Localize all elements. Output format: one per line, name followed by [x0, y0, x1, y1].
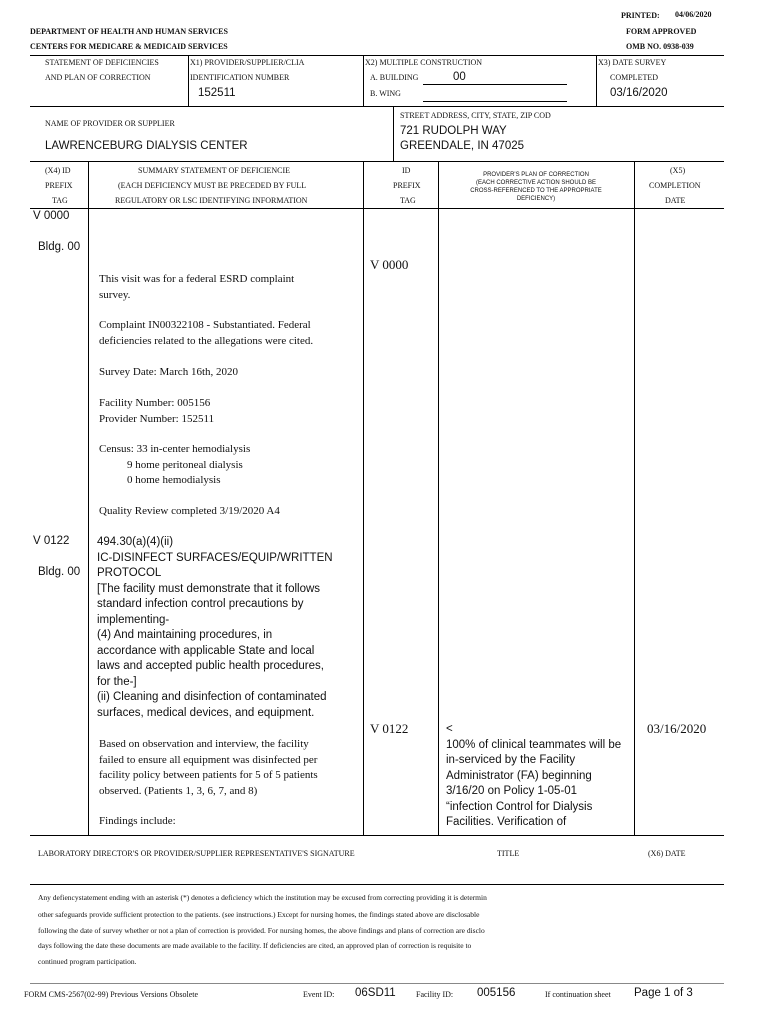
- regulation-text: 494.30(a)(4)(ii) IC-DISINFECT SURFACES/EQUIP/WRITTEN PROTOCOL [The facility must demonstrate that it follows standard infection control precautions by implementing- (4) And maintaining procedures, in accordance with applicable State and local laws and accepted public health procedures, for the-] (ii) Cleaning and disinfection of contaminated surfaces, medical devices, and equipment.: [97, 536, 333, 719]
- address-line-2: GREENDALE, IN 47025: [400, 140, 525, 152]
- col-id-l1: ID: [402, 166, 411, 175]
- building-tag-1: Bldg. 00: [38, 241, 81, 253]
- continuation-label: If continuation sheet: [545, 990, 611, 999]
- tag-v0122: V 0122: [33, 535, 70, 547]
- col-x4-l1: (X4) ID: [45, 166, 71, 175]
- omb-number: OMB NO. 0938-039: [626, 42, 694, 51]
- id-tag-v0122: V 0122: [370, 721, 409, 736]
- facility-numbers: Facility Number: 005156 Provider Number: 152511: [99, 397, 215, 425]
- visit-paragraph: This visit was for a federal ESRD complaint survey.: [99, 273, 295, 301]
- printed-label: PRINTED:: [621, 11, 660, 20]
- printed-date: 04/06/2020: [675, 10, 712, 19]
- provider-name: LAWRENCEBURG DIALYSIS CENTER: [45, 140, 248, 152]
- x1-id-label: IDENTIFICATION NUMBER: [190, 73, 290, 82]
- address-line-1: 721 RUDOLPH WAY: [400, 125, 507, 137]
- page-number: Page 1 of 3: [634, 987, 693, 999]
- address-label: STREET ADDRESS, CITY, STATE, ZIP COD: [400, 111, 551, 120]
- x3-label: X3) DATE SURVEY: [598, 58, 667, 67]
- col-summary-l3: REGULATORY OR LSC IDENTIFYING INFORMATION: [115, 196, 308, 205]
- col-x4-l3: TAG: [52, 196, 68, 205]
- building-tag-2: Bldg. 00: [38, 566, 81, 578]
- observation-paragraph: Based on observation and interview, the facility failed to ensure all equipment was disinfected per facility policy between patients for 5 of 5 patients observed. (Patients 1, 3, 6, 7, and 8): [99, 738, 318, 797]
- centers-title: CENTERS FOR MEDICARE & MEDICAID SERVICES: [30, 42, 228, 51]
- quality-review: Quality Review completed 3/19/2020 A4: [99, 505, 280, 517]
- disclaimer-line-4: days following the date these documents are made available to the facility. If deficiencies are cited, an approved plan of correction is requisite to: [38, 941, 472, 950]
- census-line-2: 9 home peritoneal dialysis: [127, 459, 243, 471]
- director-signature-label: LABORATORY DIRECTOR'S OR PROVIDER/SUPPLIER REPRESENTATIVE'S SIGNATURE: [38, 849, 355, 858]
- x2-label: X2) MULTIPLE CONSTRUCTION: [365, 58, 483, 67]
- col-id-l3: TAG: [400, 196, 416, 205]
- survey-date-paragraph: Survey Date: March 16th, 2020: [99, 366, 238, 378]
- col-x5-l1: (X5): [670, 166, 686, 175]
- form-number: FORM CMS-2567(02-99) Previous Versions Obsolete: [24, 990, 199, 999]
- plan-label: AND PLAN OF CORRECTION: [45, 73, 151, 82]
- col-plan-l1: PROVIDER'S PLAN OF CORRECTION: [483, 172, 589, 178]
- col-summary-l2: (EACH DEFICIENCY MUST BE PRECEDED BY FULL: [118, 181, 307, 190]
- disclaimer-line-2: other safeguards provide sufficient protection to the patients. (see instructions.) Except for nursing homes, the findings stated above are disclosable: [38, 910, 480, 919]
- disclaimer-line-1: Any defiencystatement ending with an asterisk (*) denotes a deficiency which the institution may be excused from correcting providing it is determin: [38, 893, 487, 902]
- wing-label: B. WING: [370, 89, 401, 98]
- col-id-l2: PREFIX: [393, 181, 421, 190]
- col-plan-l3: CROSS-REFERENCED TO THE APPROPRIATE: [470, 188, 602, 194]
- building-value: 00: [453, 71, 466, 83]
- col-x5-l3: DATE: [665, 196, 686, 205]
- col-x4-l2: PREFIX: [45, 181, 73, 190]
- x1-label: X1) PROVIDER/SUPPLIER/CLIA: [190, 58, 305, 67]
- col-summary-l1: SUMMARY STATEMENT OF DEFICIENCIE: [138, 166, 291, 175]
- census-line-1: Census: 33 in-center hemodialysis: [99, 443, 251, 455]
- tag-v0000: V 0000: [33, 210, 70, 222]
- title-label: TITLE: [497, 849, 520, 858]
- plan-of-correction-text: < 100% of clinical teammates will be in-serviced by the Facility Administrator (FA) beginning 3/16/20 on Policy 1-05-01 “infection Control for Dialysis Facilities. Verification of: [446, 723, 622, 828]
- provider-id-value: 152511: [198, 87, 236, 99]
- id-tag-v0000: V 0000: [370, 257, 409, 272]
- col-plan-l2: (EACH CORRECTIVE ACTION SHOULD BE: [475, 180, 597, 186]
- completion-date: 03/16/2020: [647, 721, 707, 736]
- department-title: DEPARTMENT OF HEALTH AND HUMAN SERVICES: [30, 27, 228, 36]
- event-id-label: Event ID:: [303, 990, 335, 999]
- census-line-3: 0 home hemodialysis: [127, 474, 221, 486]
- form-approved: FORM APPROVED: [626, 27, 697, 36]
- disclaimer-line-5: continued program participation.: [38, 957, 137, 966]
- x6-date-label: (X6) DATE: [648, 849, 686, 858]
- facility-id: 005156: [477, 987, 516, 999]
- event-id: 06SD11: [355, 987, 396, 999]
- col-x5-l2: COMPLETION: [649, 181, 701, 190]
- x3-completed-label: COMPLETED: [610, 73, 658, 82]
- facility-id-label: Facility ID:: [416, 990, 454, 999]
- disclaimer-line-3: following the date of survey whether or not a plan of correction is provided. For nursing homes, the above findings and plans of correction are disclo: [38, 926, 485, 935]
- statement-label: STATEMENT OF DEFICIENCIES: [45, 58, 159, 67]
- complaint-paragraph: Complaint IN00322108 - Substantiated. Federal deficiencies related to the allegations were cited.: [99, 319, 314, 347]
- provider-name-label: NAME OF PROVIDER OR SUPPLIER: [45, 119, 175, 128]
- building-label: A. BUILDING: [370, 73, 419, 82]
- col-plan-l4: DEFICIENCY): [516, 196, 556, 202]
- survey-date-value: 03/16/2020: [610, 87, 668, 99]
- findings-include: Findings include:: [99, 815, 176, 827]
